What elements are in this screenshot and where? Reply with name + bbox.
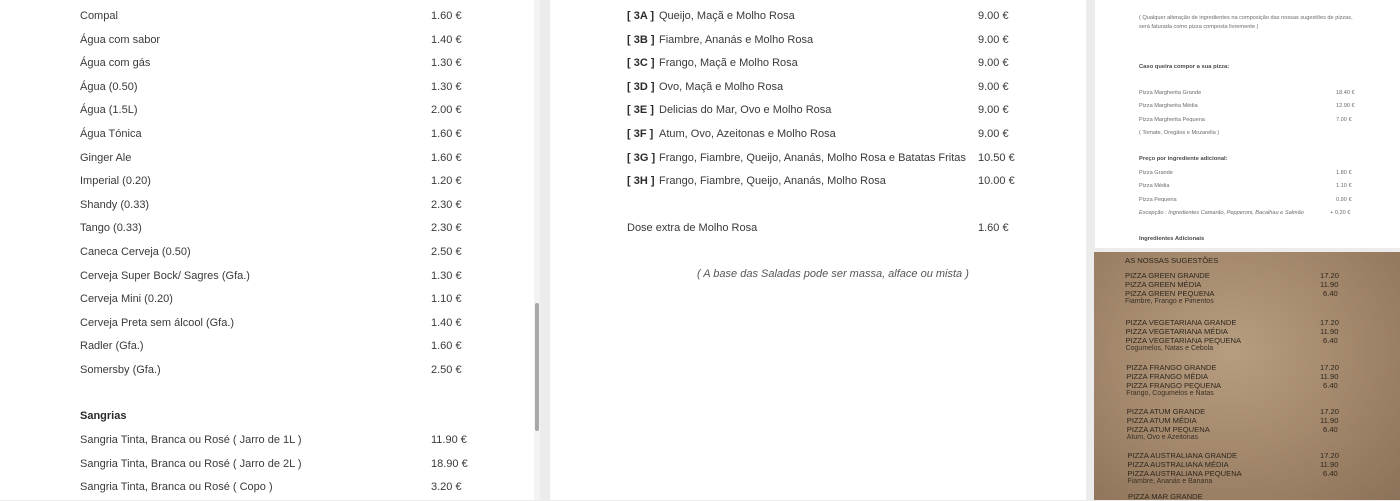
salad-name: Delicias do Mar, Ovo e Molho Rosa [659, 104, 832, 117]
salad-price: 9.00 € [978, 57, 1009, 70]
salad-row [627, 33, 813, 47]
drink-name: Somersby (Gfa.) [80, 364, 161, 376]
salad-name: Ovo, Maçã e Molho Rosa [659, 80, 784, 93]
sangrias-title: Sangrias [80, 410, 127, 422]
drink-name: Água (0.50) [80, 80, 138, 93]
salad-price: 10.00 € [978, 175, 1015, 188]
photo-pizza-price: 17.20 [1320, 451, 1340, 460]
ingredients-title: Ingredientes Adicionais [1139, 236, 1205, 242]
salad-price: 9.00 € [978, 10, 1009, 22]
photo-pizza-price: 11.90 [1320, 280, 1339, 289]
salad-code: [ 3A ] [627, 10, 655, 22]
drink-name: Água com gás [80, 57, 151, 70]
drink-price: 1.60 € [431, 10, 462, 22]
photo-pizza-price: 17.20 [1320, 271, 1340, 280]
photo-pizza-price: 11.90 [1320, 372, 1339, 381]
drink-name: Ginger Ale [80, 151, 132, 164]
photo-pizza-price: 6.40 [1323, 469, 1338, 478]
photo-pizza-ingredients: Cogumelos, Natas e Cebola [1125, 345, 1214, 352]
extra-sauce-label: Dose extra de Molho Rosa [627, 222, 758, 234]
salad-code: [ 3C ] [627, 57, 655, 70]
margherita-name: Pizza Margherita Pequena [1139, 116, 1205, 123]
photo-pizza-price: 17.20 [1320, 318, 1340, 327]
photo-pizza-ingredients: Fiambre, Ananás e Banana [1127, 478, 1213, 485]
pizza-intro-line2: será faturada como pizza composta livremente ) [1139, 24, 1259, 30]
salad-name: Atum, Ovo, Azeitonas e Molho Rosa [659, 128, 836, 140]
photo-pizza-name: PIZZA AUSTRALIANA PEQUENA [1127, 469, 1242, 478]
salads-page [550, 0, 1086, 500]
salad-row [627, 103, 831, 117]
drink-name: Caneca Cerveja (0.50) [80, 246, 191, 258]
salad-row [627, 56, 798, 70]
extra-size-name: Pizza Pequena [1139, 196, 1177, 203]
photo-pizza-price: 11.90 [1320, 416, 1339, 425]
photo-pizza-price: 17.20 [1320, 363, 1340, 372]
margherita-price: 12.90 € [1336, 103, 1355, 110]
margherita-price: 7.00 € [1336, 116, 1352, 123]
margherita-name: Pizza Margherita Grande [1139, 90, 1202, 96]
margherita-price: 18.40 € [1336, 90, 1355, 96]
photo-pizza-name: PIZZA FRANGO MÉDIA [1126, 372, 1209, 381]
drink-price: 1.60 € [431, 340, 462, 353]
sangria-name: Sangria Tinta, Branca ou Rosé ( Copo ) [80, 481, 273, 494]
salad-code: [ 3D ] [627, 80, 655, 93]
photo-pizza-name: PIZZA ATUM MÉDIA [1126, 416, 1197, 425]
photo-pizza-name: PIZZA VEGETARIANA PEQUENA [1125, 336, 1242, 345]
photo-pizza-price: 11.90 [1320, 327, 1339, 336]
salad-row [627, 9, 795, 23]
photo-pizza-name: PIZZA AUSTRALIANA MÉDIA [1127, 460, 1229, 469]
photo-pizza-ingredients: Fiambre, Frango e Pimentos [1125, 298, 1214, 305]
margherita-name: Pizza Margherita Média [1139, 103, 1198, 110]
photo-pizza-price: 11.90 [1320, 460, 1339, 469]
salad-price: 9.00 € [978, 80, 1009, 93]
photo-pizza-price: 17.20 [1320, 407, 1340, 416]
salad-name: Frango, Fiambre, Queijo, Ananás, Molho Rosa e Batatas Fritas [659, 151, 966, 164]
extra-size-name: Pizza Grande [1139, 170, 1173, 176]
pizza-intro-line1: ( Qualquer alteração de ingredientes na composição das nossas sugestões de pizzas, [1139, 15, 1353, 21]
photo-pizza-ingredients: Frango, Cogumelos e Natas [1126, 390, 1214, 397]
drink-name: Compal [80, 10, 118, 22]
photo-pizza-name: PIZZA GREEN MÉDIA [1125, 280, 1202, 289]
salad-name: Frango, Maçã e Molho Rosa [659, 57, 798, 70]
drink-price: 2.30 € [431, 198, 462, 211]
drink-name: Radler (Gfa.) [80, 340, 144, 353]
photo-pizza-name: PIZZA ATUM PEQUENA [1126, 425, 1210, 434]
drink-name: Shandy (0.33) [80, 198, 150, 211]
photo-pizza-price: 6.40 [1323, 425, 1338, 434]
photo-pizza-name: PIZZA GREEN GRANDE [1125, 271, 1210, 280]
drink-price: 1.30 € [431, 57, 462, 70]
sangria-name: Sangria Tinta, Branca ou Rosé ( Jarro de 1L ) [80, 434, 302, 446]
drink-name: Água Tónica [80, 128, 142, 140]
compose-title: Caso queira compor a sua pizza: [1139, 64, 1230, 70]
photo-pizza-name: PIZZA VEGETARIANA GRANDE [1125, 318, 1237, 327]
sangria-price: 11.90 € [431, 434, 467, 446]
salad-code: [ 3H ] [627, 175, 655, 188]
salad-row [627, 151, 966, 165]
photo-last-line: PIZZA MAR GRANDE [1128, 492, 1203, 501]
photo-pizza-price: 6.40 [1323, 289, 1338, 298]
salad-row [627, 174, 886, 188]
drink-name: Tango (0.33) [80, 222, 142, 235]
sangria-price: 18.90 € [431, 457, 468, 470]
salad-row [627, 80, 783, 94]
drink-price: 2.50 € [431, 246, 462, 258]
drink-name: Cerveja Super Bock/ Sagres (Gfa.) [80, 269, 250, 282]
sangria-name: Sangria Tinta, Branca ou Rosé ( Jarro de 2L ) [80, 457, 302, 470]
photo-pizza-ingredients: Atum, Ovo e Azeitonas [1126, 434, 1198, 441]
photo-pizza-price: 6.40 [1323, 336, 1338, 345]
photo-header: AS NOSSAS SUGESTÕES [1125, 256, 1219, 265]
extra-size-price: 1.80 € [1336, 170, 1352, 176]
drink-name: Água (1.5L) [80, 104, 138, 117]
salad-code: [ 3G ] [627, 151, 656, 164]
drink-price: 2.30 € [431, 222, 462, 235]
drink-price: 1.60 € [431, 151, 462, 164]
drink-price: 1.40 € [431, 316, 462, 329]
salad-base-note: ( A base das Saladas pode ser massa, alface ou mista ) [697, 268, 969, 280]
salad-name: Frango, Fiambre, Queijo, Ananás, Molho Rosa [659, 175, 886, 188]
photo-pizza-name: PIZZA GREEN PEQUENA [1125, 289, 1215, 298]
drink-name: Água com sabor [80, 33, 161, 46]
salad-price: 9.00 € [978, 33, 1009, 46]
sangria-price: 3.20 € [431, 481, 462, 494]
photo-pizza-name: PIZZA VEGETARIANA MÉDIA [1125, 327, 1228, 336]
drink-price: 1.60 € [431, 128, 462, 140]
exception-price: + 0.20 € [1330, 210, 1351, 216]
salad-code: [ 3F ] [627, 128, 654, 140]
photo-pizza-name: PIZZA ATUM GRANDE [1126, 407, 1206, 416]
drink-name: Imperial (0.20) [80, 175, 151, 188]
salad-row [627, 127, 836, 141]
scrollbar-thumb[interactable] [535, 303, 539, 431]
drink-price: 1.40 € [431, 33, 462, 46]
exception-line: Excepção : Ingredientes Camarão, Pepperoni, Bacalhau e Salmão [1139, 210, 1304, 216]
salad-name: Queijo, Maçã e Molho Rosa [659, 10, 795, 22]
drink-price: 2.50 € [431, 364, 462, 376]
drink-name: Cerveja Preta sem álcool (Gfa.) [80, 316, 235, 329]
salad-code: [ 3B ] [627, 33, 655, 46]
extra-size-price: 0.90 € [1336, 196, 1352, 203]
extra-ingredient-title: Preço por ingrediente adicional: [1139, 156, 1228, 162]
salad-name: Fiambre, Ananás e Molho Rosa [659, 33, 814, 46]
salad-price: 9.00 € [978, 128, 1009, 140]
drink-price: 1.20 € [431, 175, 462, 188]
salad-code: [ 3E ] [627, 104, 654, 117]
drink-price: 1.30 € [431, 269, 462, 282]
drink-price: 1.10 € [431, 293, 462, 306]
photo-pizza-price: 6.40 [1323, 381, 1338, 390]
salad-price: 10.50 € [978, 151, 1015, 164]
drink-price: 1.30 € [431, 80, 462, 93]
drink-name: Cerveja Mini (0.20) [80, 293, 173, 306]
salad-price: 9.00 € [978, 104, 1009, 117]
margherita-note: ( Tomate, Oregãos e Mozarella ) [1139, 130, 1220, 136]
extra-size-name: Pizza Média [1139, 183, 1170, 190]
photo-pizza-name: PIZZA AUSTRALIANA GRANDE [1127, 451, 1238, 460]
extra-sauce-price: 1.60 € [978, 222, 1009, 234]
extra-size-price: 1.10 € [1336, 183, 1352, 190]
drink-price: 2.00 € [431, 104, 462, 117]
photo-pizza-name: PIZZA FRANGO PEQUENA [1126, 381, 1222, 390]
photo-pizza-name: PIZZA FRANGO GRANDE [1126, 363, 1217, 372]
